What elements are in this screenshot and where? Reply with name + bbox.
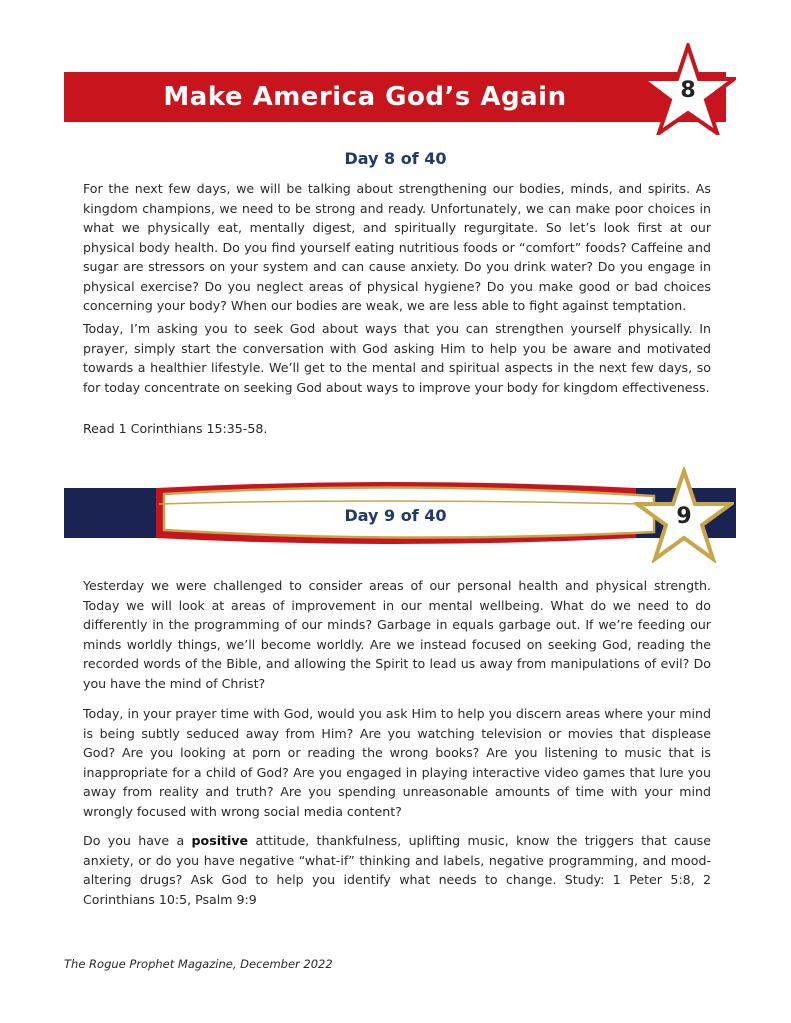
day9-paragraph-1: Yesterday we were challenged to consider areas of our personal health and physical strength. Today we will look at areas of improvement in our mental wellbeing. What do we need to do differently in the programming of our minds? Garbage in equals garbage out. If we’re feeding our minds worldly things, we’ll become worldly. Are we instead focused on seeking God, reading the recorded words of the Bible, and allowing the Spirit to lead us away from manipulations of evil? Do you have the mind of Christ?	[83, 578, 711, 691]
magazine-title: Make America God’s Again	[163, 82, 567, 112]
day9-heading: Day 9 of 40	[344, 506, 447, 525]
positive-emphasis: positive	[191, 833, 249, 848]
day8-reading: Read 1 Corinthians 15:35-58.	[83, 421, 268, 436]
day9-paragraph-3-end: attitude, thankfulness, uplifting music, know the triggers that cause anxiety, or do you have negative “what-if” thinking and labels, negative programming, and mood-altering drugs? Ask God to help you identify what needs to change. Study: 1 Peter 5:8, 2 Corinthians 10:5, Psalm 9:9	[83, 833, 711, 907]
day9-paragraph-3-start: Do you have a	[83, 833, 192, 848]
day8-paragraph-1: For the next few days, we will be talking about strengthening our bodies, minds, and spirits. As kingdom champions, we need to be strong and ready. Unfortunately, we can make poor choices in what we physically eat, mentally digest, and spiritually regurgitate. So let’s look first at our physical body health. Do you find yourself eating nutritious foods or “comfort” foods? Caffeine and sugar are stressors on your system and can cause anxiety. Do you drink water? Do you engage in physical exercise? Do you neglect areas of physical hygiene? Do you make good or bad choices concerning your body? When our bodies are weak, we are less able to fight against temptation.	[83, 181, 711, 313]
star-9-number: 9	[676, 504, 692, 529]
day9-paragraph-2: Today, in your prayer time with God, would you ask Him to help you discern areas where your mind is being subtly seduced away from Him? Are you watching television or movies that displease God? Are you looking at porn or reading the wrong books? Are you listening to music that is inappropriate for a child of God? Are you engaged in playing interactive video games that lure you away from reality and truth? Are you spending unreasonable amounts of time with your mind wrongly focused with wrong social media content?	[83, 706, 711, 819]
footer-credit: The Rogue Prophet Magazine, December 2022	[64, 957, 333, 971]
day8-heading: Day 8 of 40	[344, 149, 447, 168]
day8-paragraph-2: Today, I’m asking you to seek God about ways that you can strengthen yourself physically. In prayer, simply start the conversation with God asking Him to help you be aware and motivated towards a healthier lifestyle. We’ll get to the mental and spiritual aspects in the next few days, so for today concentrate on seeking God about ways to improve your body for kingdom effectiveness.	[83, 321, 711, 395]
day9-paragraph-3	[83, 831, 711, 909]
star-8-number: 8	[680, 78, 696, 103]
